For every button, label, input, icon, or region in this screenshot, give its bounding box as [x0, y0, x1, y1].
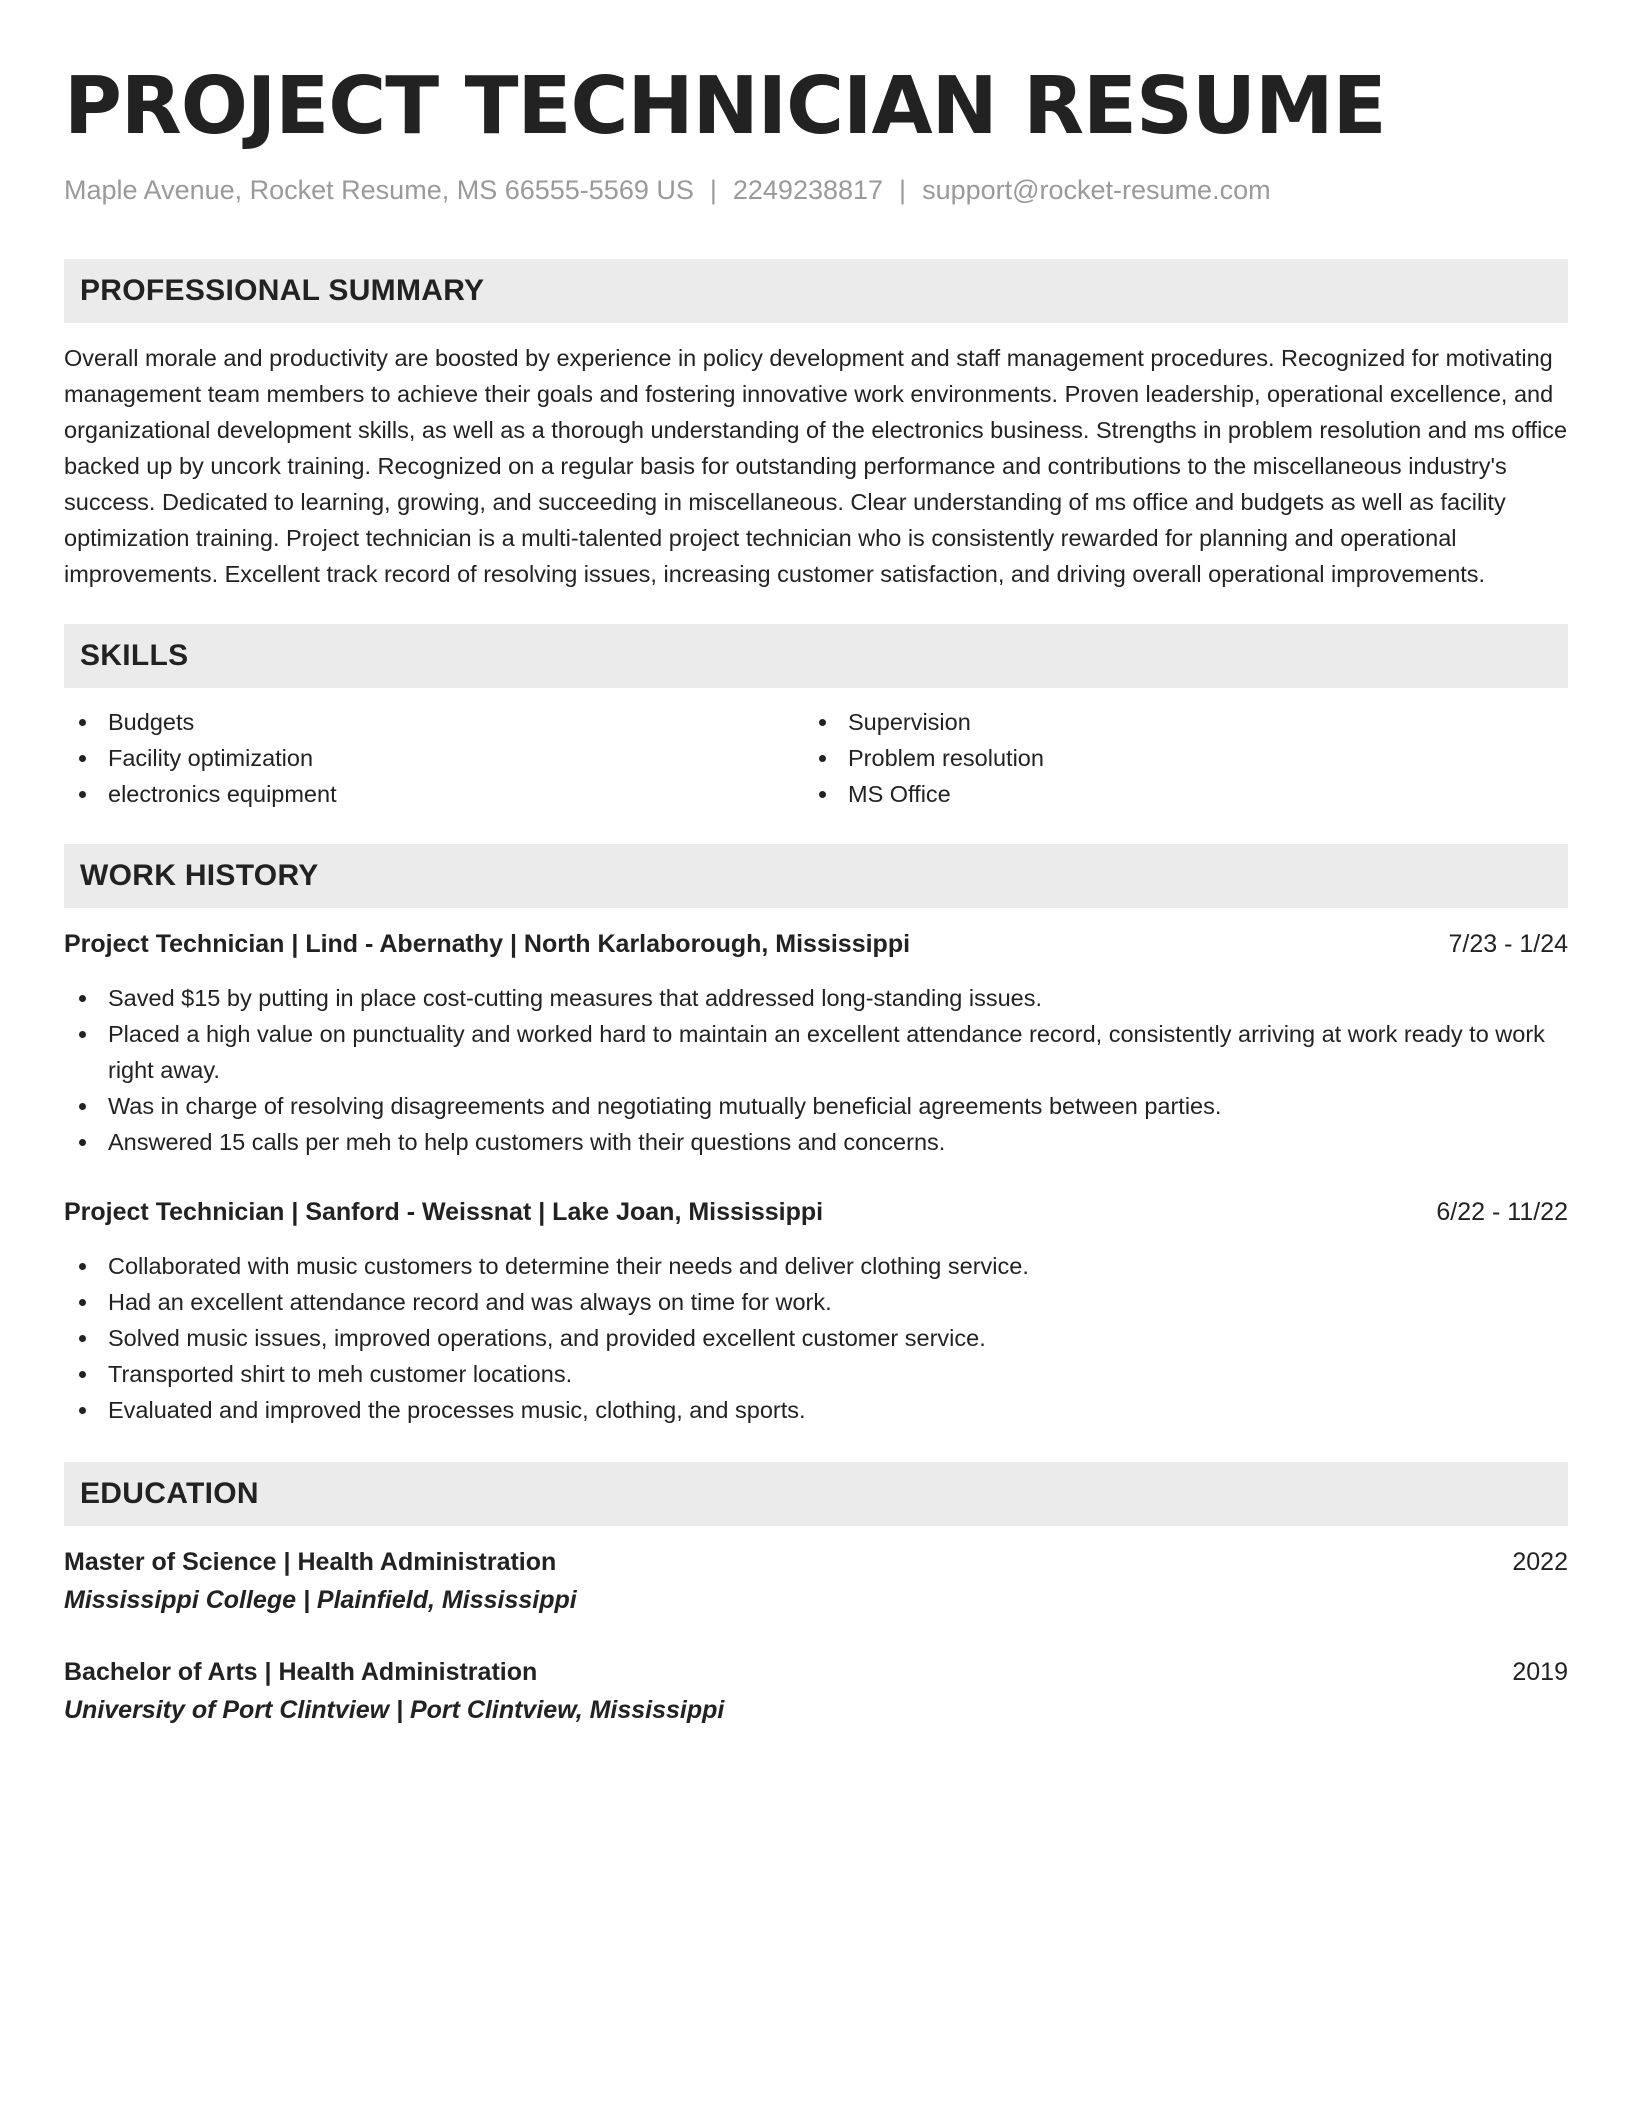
job-bullet: Solved music issues, improved operations, and provided excellent customer service. — [64, 1320, 1568, 1356]
job-bullet: Transported shirt to meh customer locations. — [64, 1356, 1568, 1392]
job-header — [64, 1194, 1568, 1230]
education-school: Mississippi College | Plainfield, Mississippi — [64, 1586, 577, 1614]
job-title: Project Technician | Lind - Abernathy | North Karlaborough, Mississippi — [64, 930, 911, 958]
skill-item: Budgets — [64, 704, 804, 740]
job-bullet: Evaluated and improved the processes music, clothing, and sports. — [64, 1392, 1568, 1428]
job-title: Project Technician | Sanford - Weissnat | Lake Joan, Mississippi — [64, 1198, 824, 1226]
job-bullet: Collaborated with music customers to determine their needs and deliver clothing service. — [64, 1248, 1568, 1284]
section-header-education: EDUCATION — [64, 1462, 1568, 1526]
education-header — [64, 1654, 1568, 1690]
contact-phone: 2249238817 — [732, 175, 884, 205]
job-bullets — [64, 1248, 1568, 1428]
job-bullet: Had an excellent attendance record and was always on time for work. — [64, 1284, 1568, 1320]
skill-item: MS Office — [804, 776, 1544, 812]
job-bullet: Was in charge of resolving disagreements and negotiating mutually beneficial agreements between parties. — [64, 1088, 1568, 1124]
skills-column-left — [64, 704, 804, 812]
resume-title: PROJECT TECHNICIAN RESUME — [64, 60, 1386, 152]
skill-item: Supervision — [804, 704, 1544, 740]
job-entry — [64, 1194, 1568, 1428]
education-degree: Master of Science | Health Administration — [64, 1548, 557, 1576]
education-entry — [64, 1654, 1568, 1730]
contact-separator: | — [709, 175, 717, 205]
skill-item: electronics equipment — [64, 776, 804, 812]
education-degree: Bachelor of Arts | Health Administration — [64, 1658, 538, 1686]
job-bullet: Answered 15 calls per meh to help customers with their questions and concerns. — [64, 1124, 1568, 1160]
summary-text: Overall morale and productivity are boosted by experience in policy development and staff management procedures. Recognized for motivating management team members to achieve their goals and fostering innovative work environments. Proven leadership, operational excellence, and organizational development skills, as well as a thorough understanding of the electronics business. Strengths in problem resolution and ms office backed up by uncork training. Recognized on a regular basis for outstanding performance and contributions to the miscellaneous industry's success. Dedicated to learning, growing, and succeeding in miscellaneous. Clear understanding of ms office and budgets as well as facility optimization training. Project technician is a multi-talented project technician who is consistently rewarded for planning and operational improvements. Excellent track record of resolving issues, increasing customer satisfaction, and driving overall operational improvements. — [64, 345, 1568, 587]
job-header — [64, 926, 1568, 962]
job-dates: 7/23 - 1/24 — [1448, 930, 1568, 958]
education-year: 2022 — [1512, 1548, 1568, 1576]
skills-column-right — [804, 704, 1544, 812]
education-entry — [64, 1544, 1568, 1620]
skill-item: Facility optimization — [64, 740, 804, 776]
contact-email: support@rocket-resume.com — [922, 175, 1271, 205]
skills-list — [64, 704, 1568, 812]
job-entry — [64, 926, 1568, 1160]
skill-item: Problem resolution — [804, 740, 1544, 776]
education-header — [64, 1544, 1568, 1580]
contact-separator: | — [899, 175, 907, 205]
job-bullet: Placed a high value on punctuality and worked hard to maintain an excellent attendance record, consistently arriving at work ready to work right away. — [64, 1016, 1568, 1088]
contact-address: Maple Avenue, Rocket Resume, MS 66555-5569 US — [64, 175, 694, 205]
education-school: University of Port Clintview | Port Clintview, Mississippi — [64, 1696, 725, 1724]
job-bullets — [64, 980, 1568, 1160]
job-bullet: Saved $15 by putting in place cost-cutting measures that addressed long-standing issues. — [64, 980, 1568, 1016]
section-header-skills: SKILLS — [64, 624, 1568, 688]
section-header-work-history: WORK HISTORY — [64, 844, 1568, 908]
contact-line — [64, 172, 1568, 208]
job-dates: 6/22 - 11/22 — [1436, 1198, 1568, 1226]
education-year: 2019 — [1512, 1658, 1568, 1686]
section-header-summary: PROFESSIONAL SUMMARY — [64, 259, 1568, 323]
